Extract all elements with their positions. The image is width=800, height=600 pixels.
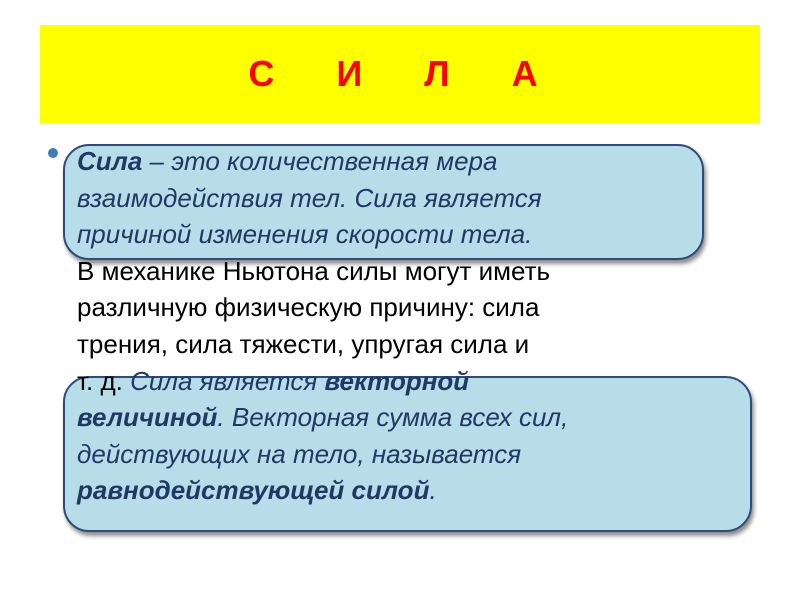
term-vector: векторной <box>324 365 470 396</box>
line-1 <box>77 143 757 180</box>
line-6: трения, сила тяжести, упругая сила и <box>77 328 530 359</box>
title-banner <box>40 25 760 123</box>
line-2: взаимодействия тел. Сила является <box>77 182 542 213</box>
term-quantity: величиной <box>77 402 218 433</box>
line-7-italic: Сила является <box>130 365 325 396</box>
term-resultant-force: равнодействующей силой <box>77 475 430 506</box>
body-text <box>77 143 757 509</box>
line-7 <box>77 363 757 400</box>
line-10 <box>77 472 757 509</box>
line-1-rest: – это количественная мера <box>142 146 498 176</box>
line-8 <box>77 399 757 436</box>
line-3: причиной изменения скорости тела. <box>77 219 533 250</box>
line-9: действующих на тело, называется <box>77 438 522 469</box>
line-7-plain: т. д. <box>77 365 131 396</box>
term-sila: Сила <box>77 146 143 176</box>
slide-title: С И Л А <box>248 53 552 94</box>
bullet-icon <box>48 148 58 158</box>
line-10-end: . <box>429 475 437 506</box>
line-8-rest: . Векторная сумма всех сил, <box>217 402 569 433</box>
line-4: В механике Ньютона силы могут иметь <box>77 255 551 286</box>
line-5: различную физическую причину: сила <box>77 292 540 323</box>
